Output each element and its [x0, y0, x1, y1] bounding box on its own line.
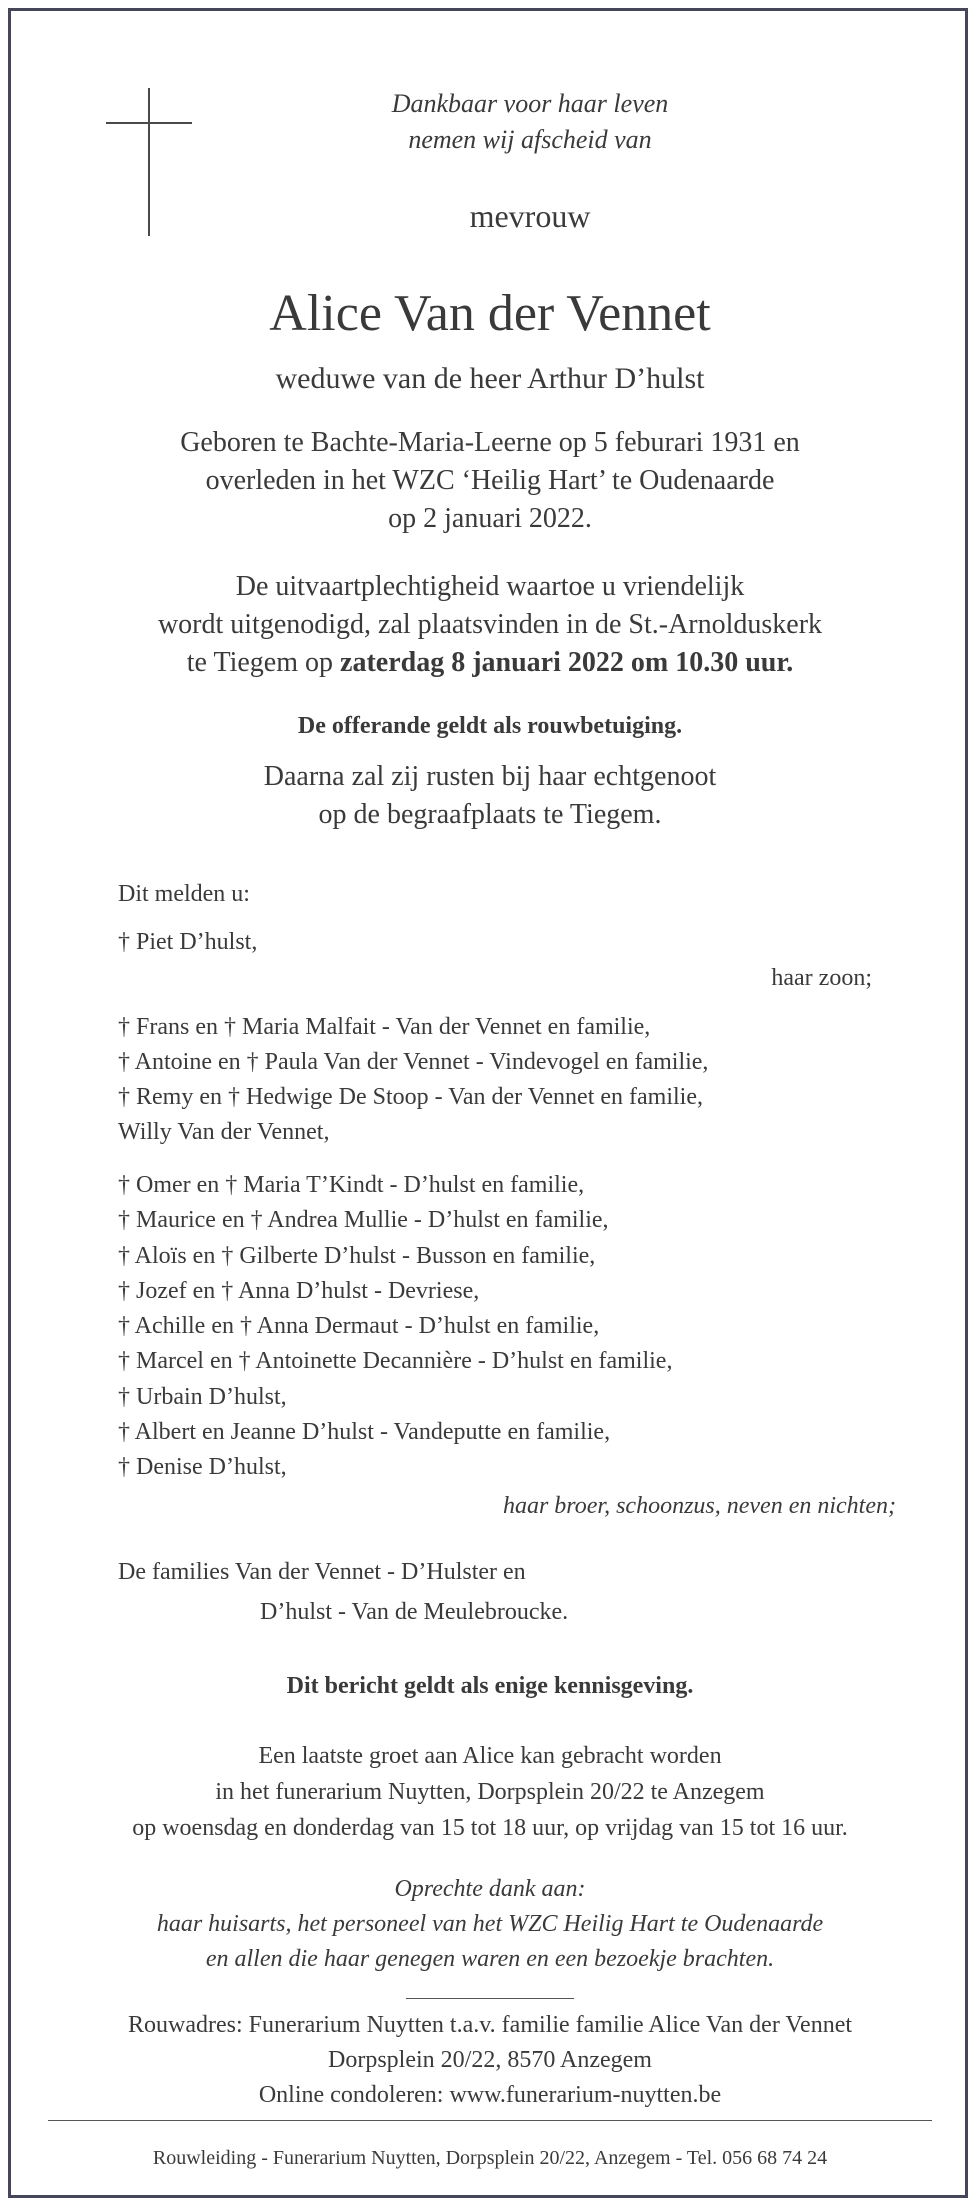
- visit-info: [0, 1738, 980, 1846]
- family-2-line-7: † Urbain D’hulst,: [118, 1383, 287, 1410]
- announcers-intro: Dit melden u:: [118, 881, 250, 907]
- family-2-line-3: † Aloïs en † Gilberte D’hulst - Busson en familie,: [118, 1242, 596, 1269]
- burial-line-2: op de begraafplaats te Tiegem.: [318, 799, 662, 830]
- divider-short: [406, 1998, 574, 1999]
- family-1-line-2: † Antoine en † Paula Van der Vennet - Vindevogel en familie,: [118, 1049, 709, 1075]
- birth-death-line-2: overleden in het WZC ‘Heilig Hart’ te Oudenaarde: [205, 465, 775, 496]
- funeral-line-1: De uitvaartplechtigheid waartoe u vriendelijk: [235, 571, 745, 602]
- son-name: † Piet D’hulst,: [118, 929, 258, 955]
- family-2-line-8: † Albert en Jeanne D’hulst - Vandeputte en familie,: [118, 1419, 611, 1446]
- funeral-prefix: te Tiegem op: [186, 647, 341, 678]
- family-2-line-5: † Achille en † Anna Dermaut - D’hulst en familie,: [118, 1313, 600, 1340]
- funeral-line-2: wordt uitgenodigd, zal plaatsvinden in de St.-Arnolduskerk: [157, 609, 823, 640]
- family-1-line-4: Willy Van der Vennet,: [118, 1119, 330, 1145]
- burial: [0, 758, 980, 834]
- deceased-name: Alice Van der Vennet: [269, 285, 711, 342]
- birth-death-line-3: op 2 januari 2022.: [388, 503, 592, 534]
- intro-line-1: Dankbaar voor haar leven: [391, 89, 669, 118]
- thanks: [0, 1872, 980, 1977]
- footer: Rouwleiding - Funerarium Nuytten, Dorpsplein 20/22, Anzegem - Tel. 056 68 74 24: [152, 2147, 828, 2169]
- family-2-line-6: † Marcel en † Antoinette Decannière - D’hulst en familie,: [118, 1348, 673, 1375]
- address-line-3: Online condoleren: www.funerarium-nuytten.be: [258, 2082, 722, 2108]
- thanks-line-1: Oprechte dank aan:: [394, 1876, 586, 1902]
- family-1-line-1: † Frans en † Maria Malfait - Van der Vennet en familie,: [118, 1014, 651, 1040]
- thanks-line-3: en allen die haar genegen waren en een bezoekje brachten.: [205, 1946, 775, 1972]
- birth-death: [0, 424, 980, 538]
- notice: Dit bericht geldt als enige kennisgeving.: [286, 1673, 694, 1699]
- family-1-line-3: † Remy en † Hedwige De Stoop - Van der Vennet en familie,: [118, 1084, 703, 1110]
- burial-line-1: Daarna zal zij rusten bij haar echtgenoot: [263, 761, 717, 792]
- divider-long: [48, 2120, 932, 2121]
- address-block: [0, 2008, 980, 2113]
- address-line-2: Dorpsplein 20/22, 8570 Anzegem: [328, 2047, 652, 2073]
- intro: [40, 86, 980, 158]
- families-line-2: D’hulst - Van de Meulebroucke.: [260, 1599, 569, 1625]
- family-2-line-4: † Jozef en † Anna D’hulst - Devriese,: [118, 1277, 480, 1304]
- funeral-line-3: [0, 644, 980, 682]
- family-2-line-2: † Maurice en † Andrea Mullie - D’hulst en familie,: [118, 1207, 609, 1234]
- visit-line-2: in het funerarium Nuytten, Dorpsplein 20/22 te Anzegem: [215, 1779, 765, 1805]
- funeral-date: zaterdag 8 januari 2022 om 10.30 uur.: [340, 647, 794, 678]
- spouse: weduwe van de heer Arthur D’hulst: [275, 362, 705, 395]
- family-group-2: [118, 1168, 672, 1486]
- address-line-1: Rouwadres: Funerarium Nuytten t.a.v. familie familie Alice Van der Vennet: [127, 2012, 853, 2038]
- family-relation: haar broer, schoonzus, neven en nichten;: [502, 1493, 896, 1519]
- birth-death-line-1: Geboren te Bachte-Maria-Leerne op 5 feburari 1931 en: [180, 427, 800, 458]
- thanks-line-2: haar huisarts, het personeel van het WZC Heilig Hart te Oudenaarde: [156, 1911, 824, 1937]
- visit-line-3: op woensdag en donderdag van 15 tot 18 uur, op vrijdag van 15 tot 16 uur.: [132, 1815, 848, 1841]
- funeral-info: [0, 568, 980, 682]
- visit-line-1: Een laatste groet aan Alice kan gebracht worden: [258, 1743, 722, 1769]
- family-2-line-1: † Omer en † Maria T’Kindt - D’hulst en familie,: [118, 1172, 585, 1198]
- family-2-line-9: † Denise D’hulst,: [118, 1454, 287, 1481]
- families-line-1: De families Van der Vennet - D’Hulster en: [118, 1559, 526, 1585]
- honorific: mevrouw: [469, 198, 591, 234]
- offering: De offerande geldt als rouwbetuiging.: [297, 713, 683, 739]
- family-group-1: [118, 1010, 708, 1150]
- intro-line-2: nemen wij afscheid van: [408, 125, 652, 154]
- son-relation: haar zoon;: [771, 965, 872, 991]
